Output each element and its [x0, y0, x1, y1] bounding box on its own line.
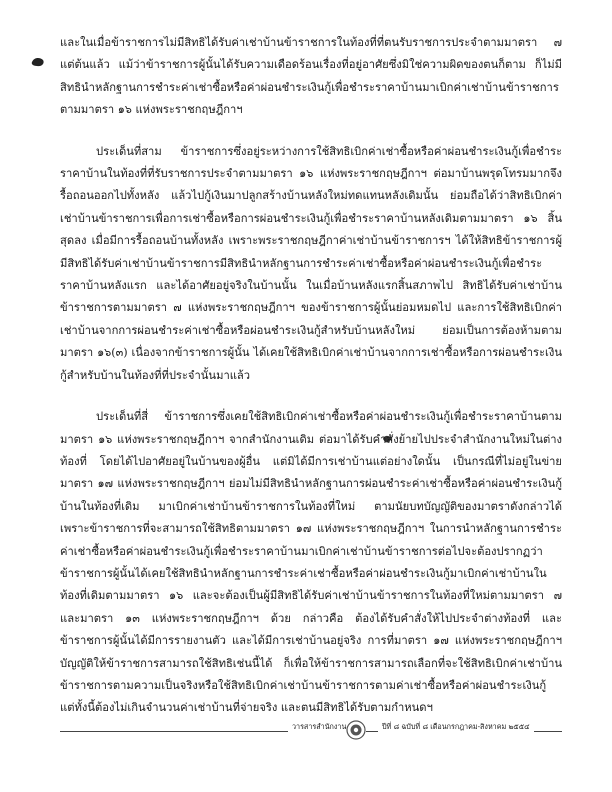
paragraph-issue-four: ประเด็นที่สี่ ข้าราชการซึ่งเคยใช้สิทธิเบิกค่าเช่าซื้อหรือค่าผ่อนชำระเงินกู้เพื่อชำระราคาบ้านตามมาตรา ๑๖ แห่งพระราชกฤษฎีกาฯ จากสำนักงานเดิม ต่อมาได้รับคำสั่งย้ายไปประจำสำนักงานใหม่ในต่างท้องที่ โดยได้ไปอาศัยอยู่ในบ้านของผู้อื่น แต่มิได้มีการเช่าบ้านแต่อย่างใดนั้น เป็นกรณีที่ไม่อยู่ในข่ายมาตรา ๑๗ แห่งพระราชกฤษฎีกาฯ ย่อมไม่มีสิทธินำหลักฐานการผ่อนชำระค่าเช่าซื้อหรือค่าผ่อนชำระเงินกู้บ้านในท้องที่เดิม มาเบิกค่าเช่าบ้านข้าราชการในท้องที่ใหม่ ตามนัยบทบัญญัติของมาตราดังกล่าวได้ เพราะข้าราชการที่จะสามารถใช้สิทธิตามมาตรา ๑๗ แห่งพระราชกฤษฎีกาฯ ในการนำหลักฐานการชำระค่าเช่าซื้อหรือค่าผ่อนชำระเงินกู้เพื่อชำระราคาบ้านมาเบิกค่าเช่าบ้านข้าราชการต่อไปจะต้องปรากฏว่าข้าราชการผู้นั้นได้เคยใช้สิทธินำหลักฐานการชำระค่าเช่าซื้อหรือค่าผ่อนชำระเงินกู้มาเบิกค่าเช่าบ้านในท้องที่เดิมตามมาตรา ๑๖ และจะต้องเป็นผู้มีสิทธิได้รับค่าเช่าบ้านข้าราชการในท้องที่ใหม่ตามมาตรา ๗ และมาตรา ๑๓ แห่งพระราชกฤษฎีกาฯ ด้วย กล่าวคือ ต้องได้รับคำสั่งให้ไปประจำต่างท้องที่ และข้าราชการผู้นั้นได้มีการรายงานตัว และได้มีการเช่าบ้านอยู่จริง การที่มาตรา ๑๗ แห่งพระราชกฤษฎีกาฯ บัญญัติให้ข้าราชการสามารถใช้สิทธิเช่นนี้ได้ ก็เพื่อให้ข้าราชการสามารถเลือกที่จะใช้สิทธิเบิกค่าเช่าบ้านข้าราชการตามความเป็นจริงหรือใช้สิทธิเบิกค่าเช่าบ้านข้าราชการตามค่าเช่าซื้อหรือค่าผ่อนชำระเงินกู้ แต่ทั้งนี้ต้องไม่เกินจำนวนค่าเช่าบ้านที่จ่ายจริง และตนมีสิทธิได้รับตามกำหนดฯ — [60, 410, 562, 715]
page-footer — [60, 716, 562, 744]
scan-smudge-mark — [30, 56, 46, 68]
document-body — [60, 32, 562, 720]
footer-issue-info: ปีที่ ๘ ฉบับที่ ๘ เดือนกรกฎาคม-สิงหาคม ๒๕๕๔ — [378, 722, 534, 733]
paragraph-1: และในเมื่อข้าราชการไม่มีสิทธิได้รับค่าเช่าบ้านข้าราชการในท้องที่ที่ตนรับราชการประจำตามมาตรา ๗ แต่ต้นแล้ว แม้ว่าข้าราชการผู้นั้นได้รับความเดือดร้อนเรื่องที่อยู่อาศัยซึ่งมิใช่ความผิดของตนก็ตาม ก็ไม่มีสิทธินำหลักฐานการชำระค่าเช่าซื้อหรือค่าผ่อนชำระเงินกู้เพื่อชำระราคาบ้านมาเบิกค่าเช่าบ้านข้าราชการ ตามมาตรา ๑๖ แห่งพระราชกฤษฎีกาฯ — [60, 36, 562, 117]
journal-emblem-icon — [346, 720, 366, 740]
paragraph-issue-three: ประเด็นที่สาม ข้าราชการซึ่งอยู่ระหว่างการใช้สิทธิเบิกค่าเช่าซื้อหรือค่าผ่อนชำระเงินกู้เพื่อชำระราคาบ้านในท้องที่ที่รับราชการประจำตามมาตรา ๑๖ แห่งพระราชกฤษฎีกาฯ ต่อมาบ้านพรุดโทรมมากจึงรื้อถอนออกไปทั้งหลัง แล้วไปกู้เงินมาปลูกสร้างบ้านหลังใหม่ทดแทนหลังเดิมนั้น ย่อมถือได้ว่าสิทธิเบิกค่าเช่าบ้านข้าราชการเพื่อการเช่าซื้อหรือการผ่อนชำระเงินกู้เพื่อชำระราคาบ้านหลังเดิมตามมาตรา ๑๖ สิ้นสุดลง เมื่อมีการรื้อถอนบ้านทั้งหลัง เพราะพระราชกฤษฎีกาค่าเช่าบ้านข้าราชการฯ ได้ให้สิทธิข้าราชการผู้มีสิทธิได้รับค่าเช่าบ้านข้าราชการมีสิทธินำหลักฐานการชำระค่าเช่าซื้อหรือค่าผ่อนชำระเงินกู้เพื่อชำระราคาบ้านหลังแรก และได้อาศัยอยู่จริงในบ้านนั้น ในเมื่อบ้านหลังแรกสิ้นสภาพไป สิทธิได้รับค่าเช่าบ้านข้าราชการตามมาตรา ๗ แห่งพระราชกฤษฎีกาฯ ของข้าราชการผู้นั้นย่อมหมดไป และการใช้สิทธิเบิกค่าเช่าบ้านจากการผ่อนชำระค่าเช่าซื้อหรือผ่อนชำระเงินกู้สำหรับบ้านหลังใหม่ ย่อมเป็นการต้องห้ามตามมาตรา ๑๖(๓) เนื่องจากข้าราชการผู้นั้น ได้เคยใช้สิทธิเบิกค่าเช่าบ้านจากการเช่าซื้อหรือการผ่อนชำระเงินกู้สำหรับบ้านในท้องที่ที่ประจำนั้นมาแล้ว — [60, 144, 562, 382]
footer-journal-name: วารสารสำนักงาน — [288, 722, 350, 733]
